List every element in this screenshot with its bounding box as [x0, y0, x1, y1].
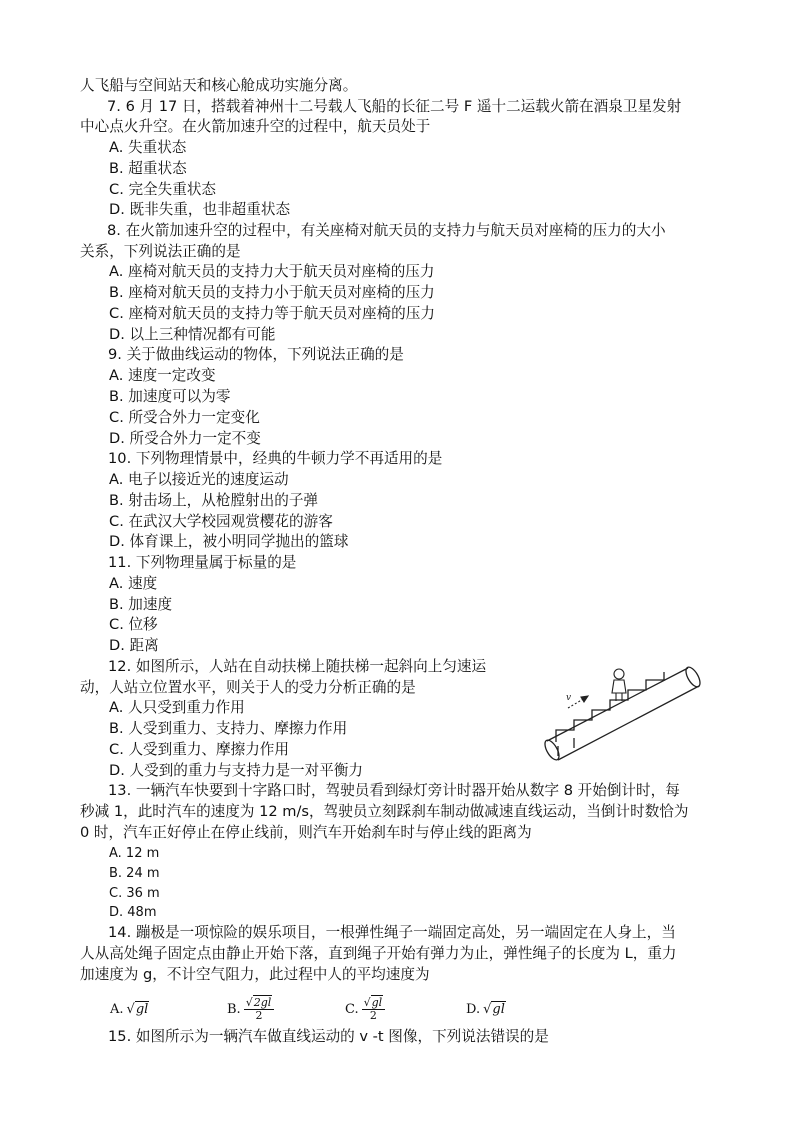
q10-option-b: B. 射击场上，从枪膛射出的子弹	[109, 492, 319, 509]
q7-stem: 7. 6 月 17 日，搭载着神州十二号载人飞船的长征二号 F 遥十二运载火箭在酒泉卫星发射	[107, 98, 682, 115]
q8-option-b: B. 座椅对航天员的支持力小于航天员对座椅的压力	[109, 284, 435, 301]
q13-option-d: D. 48m	[109, 905, 157, 920]
q14-option-a: A. √gl	[110, 1001, 149, 1017]
q7-option-c: C. 完全失重状态	[109, 181, 217, 198]
q10-option-d: D. 体育课上，被小明同学抛出的篮球	[109, 533, 349, 550]
q14-stem: 14. 蹦极是一项惊险的娱乐项目，一根弹性绳子一端固定高处，另一端固定在人身上，当	[108, 924, 676, 941]
q15-stem: 15. 如图所示为一辆汽车做直线运动的 v -t 图像，下列说法错误的是	[108, 1028, 549, 1045]
q12-stem: 12. 如图所示，人站在自动扶梯上随扶梯一起斜向上匀速运	[108, 658, 487, 675]
q11-stem: 11. 下列物理量属于标量的是	[108, 554, 297, 571]
person-icon	[612, 669, 626, 701]
q14-option-d: D. √gl	[466, 1001, 505, 1017]
q9-option-b: B. 加速度可以为零	[109, 388, 231, 405]
q12-option-b: B. 人受到重力、支持力、摩擦力作用	[109, 720, 348, 737]
q11-option-a: A. 速度	[109, 575, 158, 592]
q14-option-b: B. $\frac{√2gl}{2}$	[227, 992, 274, 1026]
q8-option-c: C. 座椅对航天员的支持力等于航天员对座椅的压力	[109, 305, 435, 322]
q13-option-a: A. 12 m	[109, 846, 160, 861]
q7-stem-cont: 中心点火升空。在火箭加速升空的过程中，航天员处于	[80, 118, 431, 135]
q13-stem: 13. 一辆汽车快要到十字路口时，驾驶员看到绿灯旁计时器开始从数字 8 开始倒计时，每	[108, 782, 680, 799]
q8-option-d: D. 以上三种情况都有可能	[109, 326, 276, 343]
q11-option-b: B. 加速度	[109, 596, 173, 613]
q8-option-a: A. 座椅对航天员的支持力大于航天员对座椅的压力	[109, 263, 435, 280]
q10-option-c: C. 在武汉大学校园观赏樱花的游客	[109, 513, 333, 530]
q12-option-d: D. 人受到的重力与支持力是一对平衡力	[109, 762, 364, 779]
q11-option-d: D. 距离	[109, 637, 159, 654]
q10-option-a: A. 电子以接近光的速度运动	[109, 471, 289, 488]
fraction: $\frac{√gl}{2}$	[362, 997, 386, 1022]
escalator-figure	[540, 660, 710, 766]
q13-option-c: C. 36 m	[109, 886, 160, 901]
q12-option-c: C. 人受到重力、摩擦力作用	[109, 741, 290, 758]
q9-stem: 9. 关于做曲线运动的物体，下列说法正确的是	[108, 346, 404, 363]
q8-stem-cont: 关系，下列说法正确的是	[80, 243, 241, 260]
q12-option-a: A. 人只受到重力作用	[109, 699, 245, 716]
q13-stem-cont2: 0 时，汽车正好停止在停止线前，则汽车开始刹车时与停止线的距离为	[80, 824, 532, 841]
q9-option-c: C. 所受合外力一定变化	[109, 409, 260, 426]
q7-option-d: D. 既非失重，也非超重状态	[109, 201, 291, 218]
q8-stem: 8. 在火箭加速升空的过程中，有关座椅对航天员的支持力与航天员对座椅的压力的大小	[107, 222, 666, 239]
fraction: $\frac{√2gl}{2}$	[244, 997, 275, 1022]
q7-option-b: B. 超重状态	[109, 160, 187, 177]
sqrt-expression: √gl	[483, 1001, 505, 1017]
q7-option-a: A. 失重状态	[109, 139, 187, 156]
q14-options	[0, 992, 794, 1026]
q12-stem-cont: 动，人站立位置水平，则关于人的受力分析正确的是	[80, 679, 416, 696]
q9-option-a: A. 速度一定改变	[109, 367, 216, 384]
q13-stem-cont1: 秒减 1，此时汽车的速度为 12 m/s，驾驶员立刻踩刹车制动做减速直线运动，当倒计时数恰为	[80, 803, 689, 820]
q11-option-c: C. 位移	[109, 616, 158, 633]
q14-stem-cont2: 加速度为 g，不计空气阻力，此过程中人的平均速度为	[80, 966, 430, 983]
intro-line: 人飞船与空间站天和核心舱成功实施分离。	[80, 77, 358, 94]
sqrt-expression: √gl	[126, 1001, 149, 1017]
q9-option-d: D. 所受合外力一定不变	[109, 430, 261, 447]
velocity-label: v	[566, 693, 572, 703]
q14-option-c: C. $\frac{√gl}{2}$	[345, 992, 385, 1026]
q10-stem: 10. 下列物理情景中，经典的牛顿力学不再适用的是	[108, 450, 443, 467]
q13-option-b: B. 24 m	[109, 866, 160, 881]
q14-stem-cont1: 人从高处绳子固定点由静止开始下落，直到绳子开始有弹力为止，弹性绳子的长度为 L，重力	[80, 945, 677, 962]
